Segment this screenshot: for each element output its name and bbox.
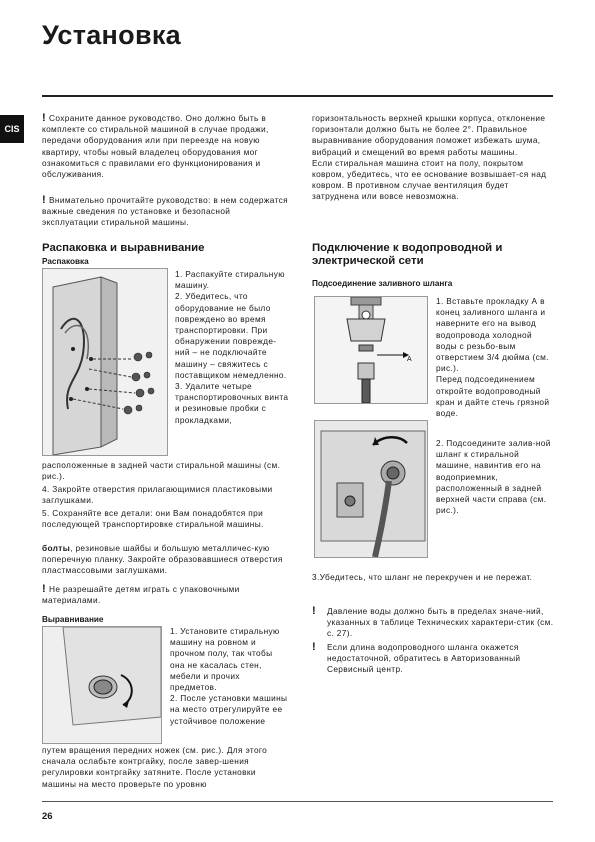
intro-paragraph-1: ! Сохраните данное руководство. Оно должно быть в комплекте со стиральной машиной в случае продажи, передачи оборудования или при переезде на новую квартиру, чтобы новый владелец оборудования мог ознакомиться с правилами его функционирования и обслуживания. [42,112,269,180]
unpacking-continued: расположенные в задней части стиральной машины (см. рис.). [42,460,281,482]
subtitle-leveling: Выравнивание [42,615,104,624]
hose-step-2: 2. Подсоедините залив-ной шланг к стиральной машине, навинтив его на водоприемник, расположенный в задней верхней части справа (см. рис.). [436,438,551,516]
warning-pressure: ! Давление воды должно быть в пределах значе-ний, указанных в таблице Технических характери-стик (см. с. 27). [312,605,554,639]
page-number: 26 [42,811,53,822]
step-5: 5. Сохраняйте все детали: они Вам понадобятся при последующей транспортировке стиральной машины. [42,508,264,530]
step-4: 4. Закройте отверстия прилагающимися пластиковыми заглушками. [42,484,273,506]
subtitle-unpacking: Распаковка [42,257,89,266]
header-rule [42,95,553,97]
footer-rule [42,801,553,802]
warning-children: ! Не разрешайте детям играть с упаковочными материалами. [42,583,240,606]
unpacking-steps-side: 1. Распакуйте стиральную машину. 2. Убедитесь, что оборудование не было повреждено во время транспортировки. При обнаружении поврежде-ний – не подключайте машину – свяжитесь с поставщиком немедленно. 3. Удалите четыре транспортировочных винта и резиновые пробки с прокладками, [175,269,289,425]
exclamation-icon: ! [42,112,47,124]
section-title-connection: Подключение к водопроводной и электрической сети [312,242,503,267]
washing-machine-back-illustration [43,269,167,455]
tap-connection-figure [314,296,428,404]
warning-hose-length: ! Если длина водопроводного шланга окажется недостаточной, обратитесь в Авторизованный Сервисный центр. [312,641,521,675]
exclamation-icon: ! [312,605,317,617]
tap-and-hose-illustration [315,297,427,403]
adjustable-foot-illustration [43,627,161,743]
language-tab: CIS [0,115,24,143]
subtitle-inlet-hose: Подсоединение заливного шланга [312,279,453,288]
label-a: A [407,356,412,363]
machine-inlet-illustration [315,421,427,557]
page-title: Установка [42,20,181,50]
bolts-paragraph: болты, резиновые шайбы и большую металличес-кую поперечную планку. Закройте образовавшиеся отверстия пластмассовыми заглушками. [42,543,283,576]
hose-step-1: 1. Вставьте прокладку А в конец заливного шланга и наверните его на вывод водопровода холодной воды с резьбо-вым отверстием 3/4 дюйма (см. рис.). Перед подсоединением откройте водопроводный кран и дайте стечь грязной воде. [436,296,550,419]
exclamation-icon: ! [42,583,47,595]
intro-paragraph-2: ! Внимательно прочитайте руководство: в нем содержатся важные сведения по установке и безопасной эксплуатации стиральной машины. [42,194,288,228]
leveling-continued-right: горизонтальность верхней крышки корпуса, отклонение горизонтали должно быть не более 2°. Правильное выравнивание оборудования поможет избежать шума, вибраций и смещений во время работы машины. Если стиральная машина стоит на полу, покрытом ковром, убедитесь, что ее основание возвышает-ся над ковром. В противном случае вентиляция будет затруднена или вовсе невозможна. [312,113,547,202]
machine-connection-figure [314,420,428,558]
exclamation-icon: ! [312,641,317,653]
rear-panel-figure [42,268,168,456]
section-title-unpacking: Распаковка и выравнивание [42,242,205,254]
leveling-continued: путем вращения передних ножек (см. рис.). Для этого сначала ослабьте контргайку, после завер-шения регулировки контргайку затяните. После установки машины на место проверьте по уровню [42,745,268,789]
exclamation-icon: ! [42,194,47,206]
leveling-steps-side: 1. Установите стиральную машину на ровном и прочном полу, так чтобы она не касалась стен, мебели и прочих предметов. 2. После установки машины на место отрегулируйте ее устойчивое положение [170,626,288,726]
hose-step-3: 3.Убедитесь, что шланг не перекручен и не пережат. [312,572,533,582]
leveling-figure [42,626,162,744]
